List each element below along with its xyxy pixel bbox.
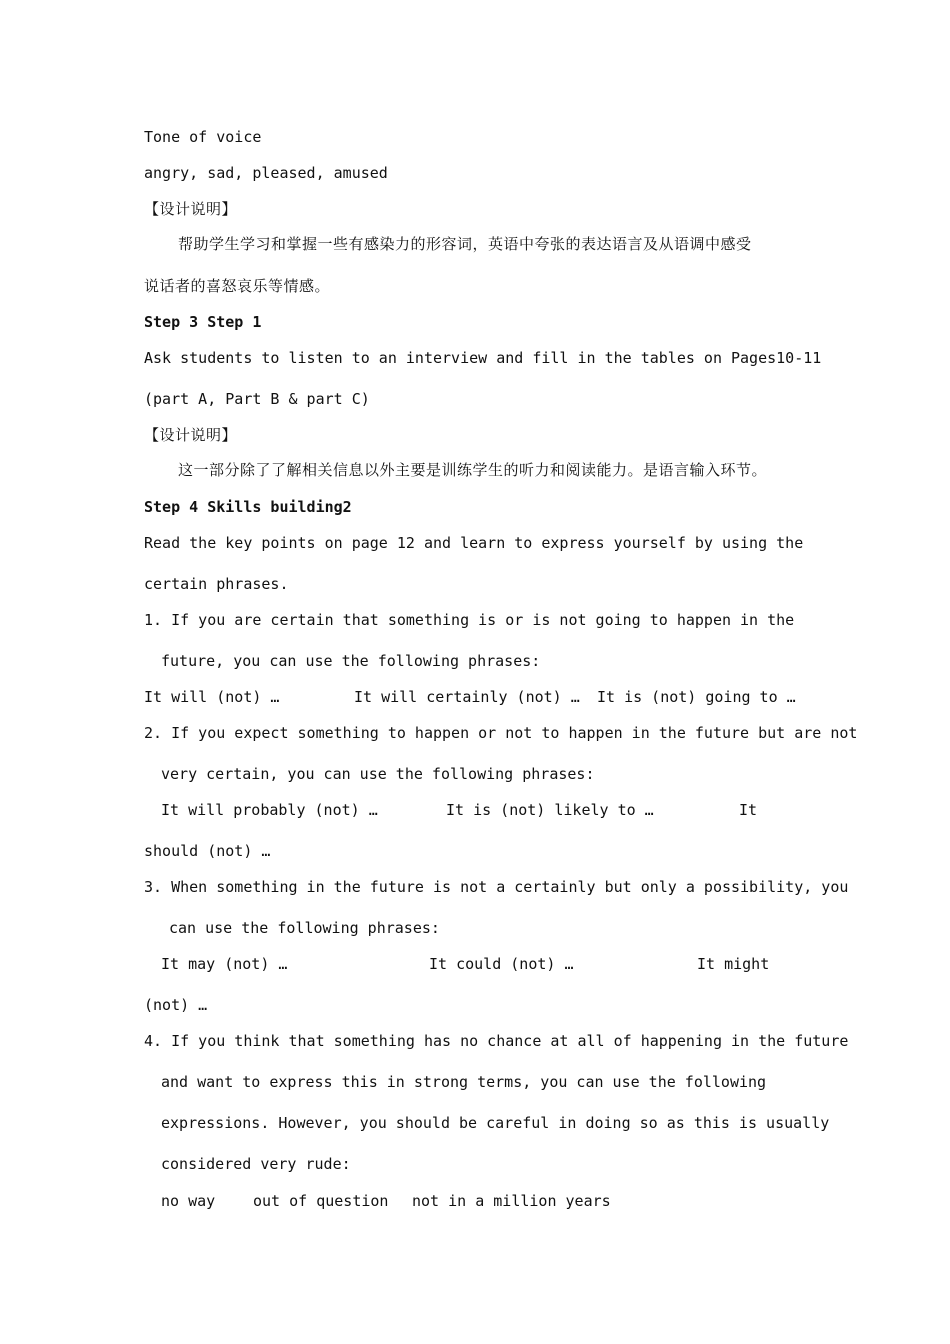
phrase: not in a million years <box>412 1192 611 1210</box>
tone-title: Tone of voice <box>144 128 262 146</box>
paragraph-line: (part A, Part B & part C) <box>144 390 370 408</box>
step-heading: Step 4 Skills building2 <box>144 498 352 516</box>
list-item-2-cont: very certain, you can use the following phrases: <box>161 765 595 783</box>
list-item-2: 2. If you expect something to happen or not to happen in the future but are not <box>144 724 858 742</box>
phrase: It will certainly (not) … <box>354 688 580 706</box>
list-item-3-cont: can use the following phrases: <box>169 919 440 937</box>
design-note-heading: 【设计说明】 <box>144 426 238 444</box>
phrase: out of question <box>253 1192 389 1210</box>
phrase: It may (not) … <box>161 955 288 973</box>
design-note-text: 说话者的喜怒哀乐等情感。 <box>144 277 331 295</box>
design-note-text: 帮助学生学习和掌握一些有感染力的形容词，英语中夸张的表达语言及从语调中感受 <box>178 235 752 253</box>
list-item-1: 1. If you are certain that something is or is not going to happen in the <box>144 611 795 629</box>
phrase: It is (not) likely to … <box>446 801 654 819</box>
phrase: It could (not) … <box>429 955 574 973</box>
list-item-4: 4. If you think that something has no chance at all of happening in the future <box>144 1032 849 1050</box>
list-item-3: 3. When something in the future is not a certainly but only a possibility, you <box>144 878 849 896</box>
list-item-4-cont: expressions. However, you should be careful in doing so as this is usually <box>161 1114 830 1132</box>
list-item-1-cont: future, you can use the following phrases: <box>161 652 541 670</box>
phrase: It will probably (not) … <box>161 801 378 819</box>
paragraph-line: Ask students to listen to an interview and fill in the tables on Pages10-11 <box>144 349 822 367</box>
list-item-4-cont: considered very rude: <box>161 1155 351 1173</box>
paragraph-line: Read the key points on page 12 and learn to express yourself by using the <box>144 534 804 552</box>
phrase: It <box>739 801 758 819</box>
design-note-heading: 【设计说明】 <box>144 200 238 218</box>
paragraph-line: certain phrases. <box>144 575 289 593</box>
phrase: It might <box>697 955 770 973</box>
step-heading: Step 3 Step 1 <box>144 313 262 331</box>
design-note-text: 这一部分除了了解相关信息以外主要是训练学生的听力和阅读能力。是语言输入环节。 <box>178 461 768 479</box>
phrase: (not) … <box>144 996 208 1014</box>
phrase: should (not) … <box>144 842 271 860</box>
phrase: It is (not) going to … <box>597 688 796 706</box>
tone-words: angry, sad, pleased, amused <box>144 164 388 182</box>
phrase: no way <box>161 1192 216 1210</box>
list-item-4-cont: and want to express this in strong terms, you can use the following <box>161 1073 767 1091</box>
phrase: It will (not) … <box>144 688 280 706</box>
